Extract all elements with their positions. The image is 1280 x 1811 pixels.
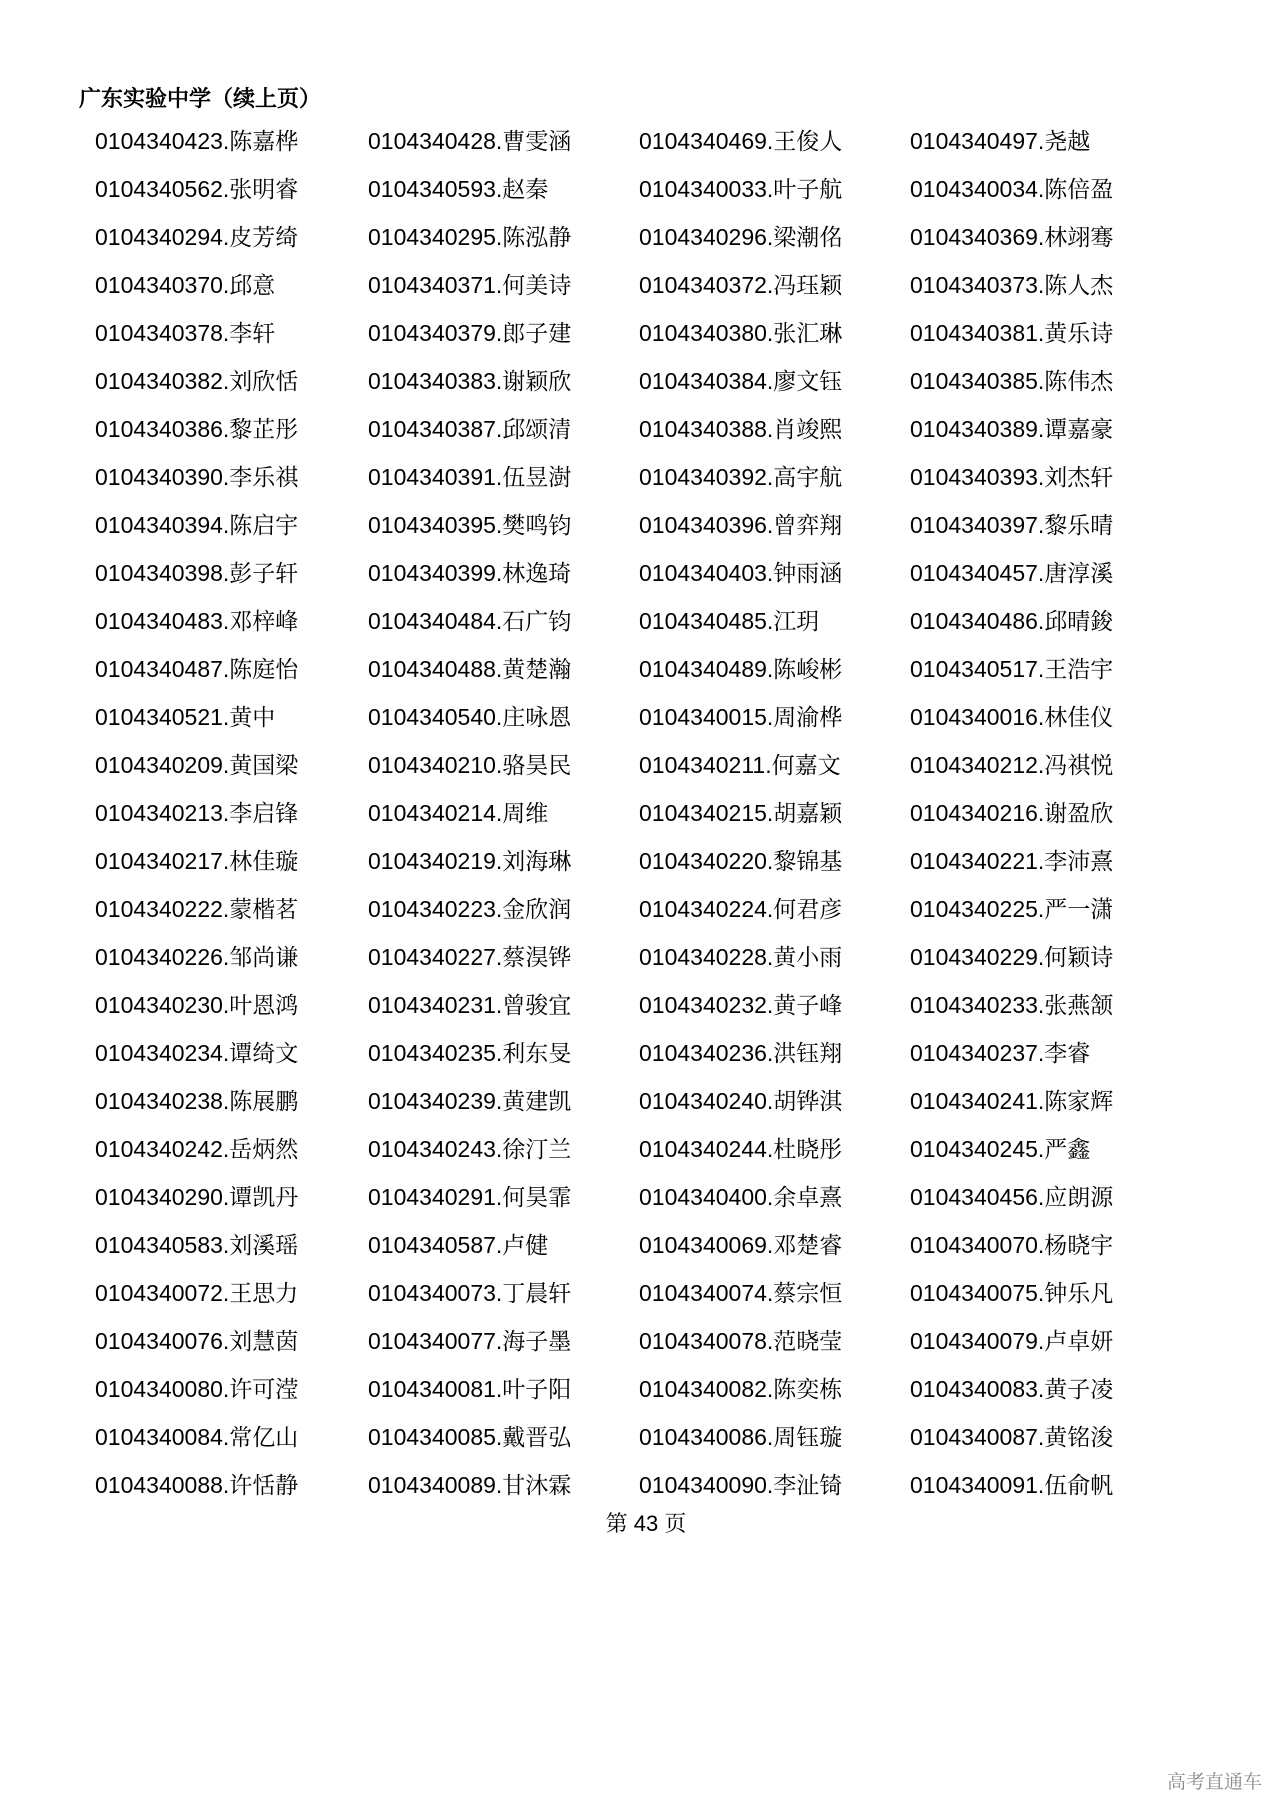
roster-entry: 0104340239.黄建凯: [368, 1088, 572, 1114]
roster-entry: 0104340078.范晓莹: [639, 1328, 843, 1354]
roster-entry: 0104340456.应朗源: [910, 1184, 1114, 1210]
roster-entry: 0104340074.蔡宗恒: [639, 1280, 843, 1306]
roster-entry: 0104340213.李启锋: [95, 800, 299, 826]
roster-entry: 0104340296.梁潮佲: [639, 224, 843, 250]
roster-entry: 0104340370.邱意: [95, 272, 276, 298]
roster-entry: 0104340075.钟乐凡: [910, 1280, 1114, 1306]
roster-entry: 0104340371.何美诗: [368, 272, 572, 298]
roster-entry: 0104340244.杜晓彤: [639, 1136, 843, 1162]
roster-entry: 0104340225.严一潇: [910, 896, 1114, 922]
roster-entry: 0104340383.谢颖欣: [368, 368, 572, 394]
roster-entry: 0104340540.庄咏恩: [368, 704, 572, 730]
roster-entry: 0104340290.谭凯丹: [95, 1184, 299, 1210]
page-number: 第 43 页: [605, 1511, 687, 1536]
roster-entry: 0104340086.周钰璇: [639, 1424, 843, 1450]
roster-entry: 0104340229.何颖诗: [910, 944, 1114, 970]
roster-entry: 0104340484.石广钧: [368, 608, 572, 634]
roster-entry: 0104340091.伍俞帆: [910, 1472, 1114, 1498]
roster-entry: 0104340386.黎芷彤: [95, 416, 299, 442]
roster-entry: 0104340389.谭嘉豪: [910, 416, 1114, 442]
roster-entry: 0104340033.叶子航: [639, 176, 843, 202]
roster-entry: 0104340593.赵秦: [368, 176, 549, 202]
roster-entry: 0104340291.何昊霏: [368, 1184, 572, 1210]
roster-entry: 0104340562.张明睿: [95, 176, 299, 202]
roster-entry: 0104340393.刘杰轩: [910, 464, 1114, 490]
roster-entry: 0104340391.伍昱澍: [368, 464, 572, 490]
roster-entry: 0104340220.黎锦基: [639, 848, 843, 874]
roster-entry: 0104340295.陈泓静: [368, 224, 572, 250]
roster-entry: 0104340587.卢健: [368, 1232, 549, 1258]
roster-entry: 0104340380.张汇琳: [639, 320, 843, 346]
roster-entry: 0104340521.黄中: [95, 704, 276, 730]
roster-entry: 0104340228.黄小雨: [639, 944, 843, 970]
roster-entry: 0104340222.蒙楷茗: [95, 896, 299, 922]
section-title: 广东实验中学（续上页）: [79, 86, 322, 111]
roster-entry: 0104340214.周维: [368, 800, 549, 826]
roster-entry: 0104340381.黄乐诗: [910, 320, 1114, 346]
roster-entry: 0104340497.尧越: [910, 128, 1091, 154]
roster-entry: 0104340226.邹尚谦: [95, 944, 299, 970]
roster-entry: 0104340233.张燕颔: [910, 992, 1114, 1018]
roster-entry: 0104340489.陈峻彬: [639, 656, 843, 682]
roster-entry: 0104340487.陈庭怡: [95, 656, 299, 682]
roster-entry: 0104340077.海子墨: [368, 1328, 572, 1354]
roster-entry: 0104340483.邓梓峰: [95, 608, 299, 634]
roster-entry: 0104340215.胡嘉颖: [639, 800, 843, 826]
roster-entry: 0104340238.陈展鹏: [95, 1088, 299, 1114]
roster-entry: 0104340232.黄子峰: [639, 992, 843, 1018]
roster-entry: 0104340369.林翊骞: [910, 224, 1114, 250]
roster-entry: 0104340079.卢卓妍: [910, 1328, 1114, 1354]
roster-entry: 0104340015.周渝桦: [639, 704, 843, 730]
roster-entry: 0104340378.李轩: [95, 320, 276, 346]
roster-entry: 0104340241.陈家辉: [910, 1088, 1114, 1114]
roster-entry: 0104340488.黄楚瀚: [368, 656, 572, 682]
roster-entry: 0104340224.何君彦: [639, 896, 843, 922]
roster-entry: 0104340081.叶子阳: [368, 1376, 572, 1402]
roster-entry: 0104340234.谭绮文: [95, 1040, 299, 1066]
roster-entry: 0104340016.林佳仪: [910, 704, 1114, 730]
roster-entry: 0104340517.王浩宇: [910, 656, 1114, 682]
student-roster: [95, 117, 1181, 1509]
roster-entry: 0104340235.利东旻: [368, 1040, 572, 1066]
roster-entry: 0104340400.余卓熹: [639, 1184, 843, 1210]
roster-entry: 0104340089.甘沐霖: [368, 1472, 572, 1498]
watermark: 高考直通车: [1166, 1772, 1262, 1793]
roster-entry: 0104340395.樊鸣钧: [368, 512, 572, 538]
roster-entry: 0104340382.刘欣恬: [95, 368, 299, 394]
roster-entry: 0104340073.丁晨轩: [368, 1280, 572, 1306]
roster-entry: 0104340423.陈嘉桦: [95, 128, 299, 154]
roster-entry: 0104340242.岳炳然: [95, 1136, 299, 1162]
roster-entry: 0104340403.钟雨涵: [639, 560, 843, 586]
roster-entry: 0104340223.金欣润: [368, 896, 572, 922]
roster-entry: 0104340396.曾弈翔: [639, 512, 843, 538]
roster-entry: 0104340230.叶恩鸿: [95, 992, 299, 1018]
roster-entry: 0104340212.冯祺悦: [910, 752, 1114, 778]
roster-entry: 0104340240.胡铧淇: [639, 1088, 843, 1114]
roster-entry: 0104340583.刘溪瑶: [95, 1232, 299, 1258]
roster-entry: 0104340082.陈奕栋: [639, 1376, 843, 1402]
roster-entry: 0104340087.黄铭浚: [910, 1424, 1114, 1450]
roster-entry: 0104340457.唐淳溪: [910, 560, 1114, 586]
roster-entry: 0104340211.何嘉文: [639, 752, 841, 778]
roster-entry: 0104340083.黄子凌: [910, 1376, 1114, 1402]
roster-entry: 0104340398.彭子轩: [95, 560, 299, 586]
roster-entry: 0104340379.郎子建: [368, 320, 572, 346]
roster-entry: 0104340076.刘慧茵: [95, 1328, 299, 1354]
roster-entry: 0104340372.冯珏颖: [639, 272, 843, 298]
roster-entry: 0104340485.江玥: [639, 608, 820, 634]
roster-entry: 0104340072.王思力: [95, 1280, 299, 1306]
roster-entry: 0104340486.邱晴鋑: [910, 608, 1114, 634]
roster-entry: 0104340237.李睿: [910, 1040, 1091, 1066]
roster-entry: 0104340373.陈人杰: [910, 272, 1114, 298]
roster-entry: 0104340088.许恬静: [95, 1472, 299, 1498]
roster-entry: 0104340231.曾骏宜: [368, 992, 572, 1018]
roster-entry: 0104340221.李沛熹: [910, 848, 1114, 874]
roster-entry: 0104340069.邓楚睿: [639, 1232, 843, 1258]
roster-entry: 0104340034.陈倍盈: [910, 176, 1114, 202]
roster-entry: 0104340210.骆昊民: [368, 752, 572, 778]
roster-entry: 0104340227.蔡淏铧: [368, 944, 572, 970]
roster-entry: 0104340392.高宇航: [639, 464, 843, 490]
roster-entry: 0104340216.谢盈欣: [910, 800, 1114, 826]
roster-entry: 0104340080.许可滢: [95, 1376, 299, 1402]
roster-entry: 0104340084.常亿山: [95, 1424, 299, 1450]
roster-entry: 0104340469.王俊人: [639, 128, 843, 154]
roster-entry: 0104340394.陈启宇: [95, 512, 299, 538]
roster-entry: 0104340428.曹雯涵: [368, 128, 572, 154]
roster-entry: 0104340217.林佳璇: [95, 848, 299, 874]
roster-entry: 0104340294.皮芳绮: [95, 224, 299, 250]
roster-entry: 0104340070.杨晓宇: [910, 1232, 1114, 1258]
roster-entry: 0104340243.徐汀兰: [368, 1136, 572, 1162]
roster-entry: 0104340219.刘海琳: [368, 848, 572, 874]
roster-entry: 0104340236.洪钰翔: [639, 1040, 843, 1066]
roster-entry: 0104340387.邱颂清: [368, 416, 572, 442]
roster-entry: 0104340388.肖竣熙: [639, 416, 843, 442]
roster-entry: 0104340245.严鑫: [910, 1136, 1091, 1162]
roster-entry: 0104340390.李乐祺: [95, 464, 299, 490]
roster-entry: 0104340085.戴晋弘: [368, 1424, 572, 1450]
roster-entry: 0104340397.黎乐晴: [910, 512, 1114, 538]
roster-entry: 0104340399.林逸琦: [368, 560, 572, 586]
roster-entry: 0104340385.陈伟杰: [910, 368, 1114, 394]
roster-entry: 0104340384.廖文钰: [639, 368, 843, 394]
roster-entry: 0104340090.李沚锜: [639, 1472, 843, 1498]
roster-entry: 0104340209.黄国梁: [95, 752, 299, 778]
